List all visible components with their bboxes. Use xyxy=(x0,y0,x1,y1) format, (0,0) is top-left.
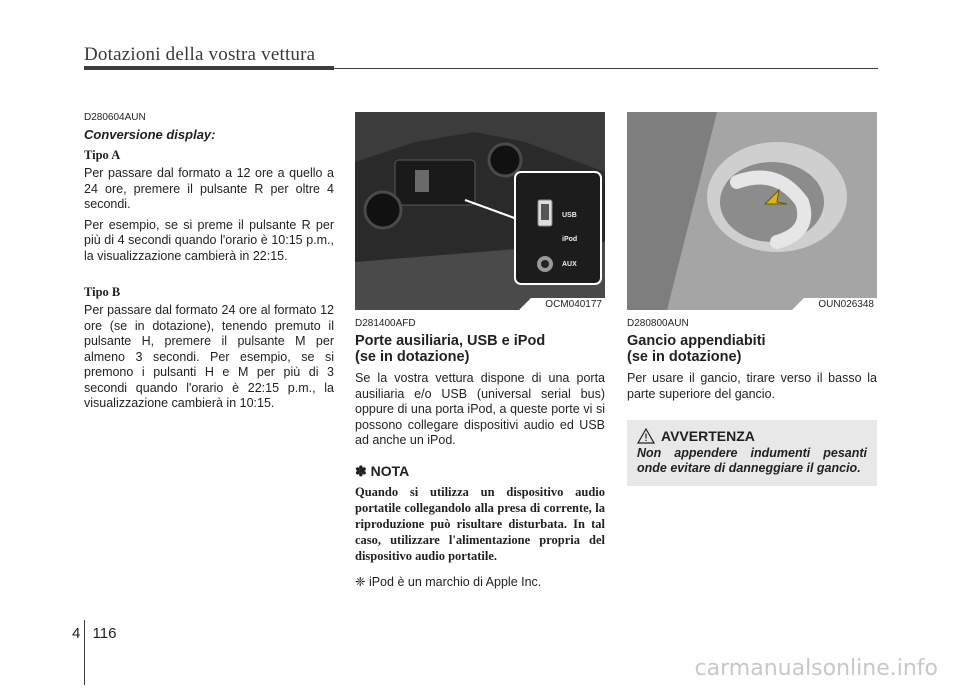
section-code: D281400AFD xyxy=(355,318,416,329)
nota-title: ✽ NOTA xyxy=(355,462,410,479)
inset-usb-label: USB xyxy=(562,212,577,219)
ipod-trademark-footnote: ❈ iPod è un marchio di Apple Inc. xyxy=(355,574,542,589)
section-subtitle: Conversione display: xyxy=(84,127,216,142)
aux-paragraph: Se la vostra vettura dispone di una porta ausiliaria e/o USB (universal serial bus) oppure di una porta iPod, a queste porte vi si possono collegare dispositivi audio ed USB ad anche un iPod. xyxy=(355,371,605,447)
nota-body: Quando si utilizza un dispositivo audio portatile collegandolo alla presa di corrente, la riproduzione può risultare disturbata. In tal caso, utilizzare l'alimentazione propria del dispositivo audio portatile. xyxy=(355,484,605,563)
section-number: 4 xyxy=(72,625,81,642)
photo-code-label: OCM040177 xyxy=(531,298,605,310)
warning-header xyxy=(637,428,867,444)
warning-text: Non appendere indumenti pesanti onde evitare di danneggiare il gancio. xyxy=(637,446,867,475)
section-title xyxy=(355,333,605,365)
page-number xyxy=(72,625,116,642)
section-title xyxy=(627,333,877,365)
title-line-1: Gancio appendiabiti xyxy=(627,333,766,349)
page-number-value: 116 xyxy=(92,625,117,642)
page-header-title: Dotazioni della vostra vettura xyxy=(84,44,316,65)
column-display-conversion xyxy=(84,112,334,417)
tipo-b-paragraph: Per passare dal formato 24 ore al formato 12 ore (se in dotazione), tenendo premuto il pulsante H, premere il pulsante M per almeno 3 secondi. Per esempio, se si premono i pulsanti H e M per più di 3 secondi quando l'orario è 22:15 p.m., la visualizzazione cambierà in 10:15. xyxy=(84,303,334,410)
inset-ipod-label: iPod xyxy=(562,236,578,243)
inset-aux-label: AUX xyxy=(562,261,577,268)
column-coat-hook xyxy=(627,112,877,486)
coat-hook-paragraph: Per usare il gancio, tirare verso il basso la parte superiore del gancio. xyxy=(627,371,877,401)
coat-hook-photo xyxy=(627,112,877,310)
tipo-a-paragraph-1: Per passare dal formato a 12 ore a quello a 24 ore, premere il pulsante R per oltre 4 secondi. xyxy=(84,166,334,211)
coat-hook-illustration xyxy=(627,112,877,310)
title-line-2: (se in dotazione) xyxy=(627,349,742,365)
title-line-2: (se in dotazione) xyxy=(355,349,470,365)
tipo-b-label: Tipo B xyxy=(84,285,121,299)
photo-code-label: OUN026348 xyxy=(804,298,877,310)
tipo-a-paragraph-2: Per esempio, se si preme il pulsante R per più di 4 secondi quando l'orario è 10:15 p.m., la visualizzazione cambierà in 22:15. xyxy=(84,217,334,263)
column-aux-usb-ipod xyxy=(355,112,605,589)
aux-usb-photo xyxy=(355,112,605,310)
title-line-1: Porte ausiliaria, USB e iPod xyxy=(355,333,546,349)
section-code: D280800AUN xyxy=(627,318,689,329)
tipo-a-label: Tipo A xyxy=(84,148,121,162)
watermark: carmanualsonline.info xyxy=(694,656,938,681)
warning-title: AVVERTENZA xyxy=(661,428,755,444)
header-rule-thin xyxy=(334,68,878,69)
warning-box xyxy=(627,420,877,486)
console-illustration xyxy=(355,112,605,310)
section-code: D280604AUN xyxy=(84,112,146,123)
header-rule-thick xyxy=(84,66,334,70)
warning-triangle-icon xyxy=(637,428,655,444)
